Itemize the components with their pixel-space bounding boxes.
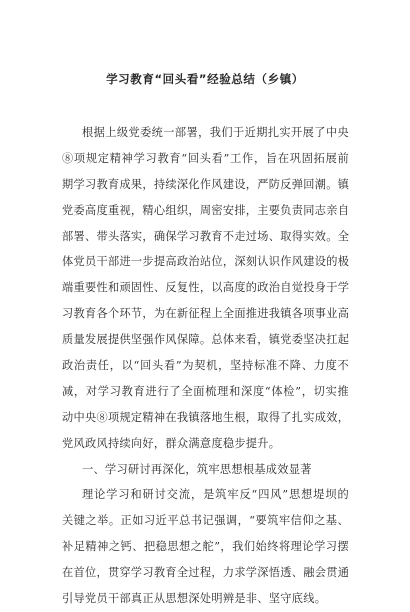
paragraph-line: 党风政风持续向好，群众满意度稳步提升。 <box>62 436 281 450</box>
paragraph-line: 减，对学习教育进行了全面梳理和深度“体检”，切实推 <box>62 384 349 398</box>
paragraph-line: 习教育各个环节，为在新征程上全面推进我镇各项事业高 <box>62 307 349 321</box>
paragraph-line: ⑧项规定精神学习教育“回头看”工作，旨在巩固拓展前 <box>62 151 349 165</box>
paragraph-line: 政治责任，以“回头看”为契机，坚持标准不降、力度不 <box>62 359 349 373</box>
paragraph-line: 部署、带头落实，确保学习教育不走过场、取得实效。全 <box>62 229 349 243</box>
paragraph-line: 补足精神之钙、把稳思想之舵”，我们始终将理论学习摆 <box>62 540 349 554</box>
paragraph-line: 在首位，贯穿学习教育全过程，力求学深悟透、融会贯通 <box>62 566 349 580</box>
paragraph-line: 党委高度重视，精心组织，周密安排，主要负责同志亲自 <box>62 203 349 217</box>
document-title: 学习教育“回头看”经验总结（乡镇） <box>106 72 304 86</box>
paragraph-line: 动中央⑧项规定精神在我镇落地生根，取得了扎实成效， <box>62 410 349 424</box>
paragraph-line: 理论学习和研讨交流，是筑牢反“四风”思想堤坝的 <box>82 488 349 502</box>
paragraph-line: 根据上级党委统一部署，我们于近期扎实开展了中央 <box>82 126 349 139</box>
paragraph-line: 端重要性和顽固性、反复性，以高度的政治自觉投身于学 <box>62 281 349 295</box>
section-heading: 一、学习研讨再深化，筑牢思想根基成效显著 <box>82 462 312 476</box>
paragraph-line: 关键之举。正如习近平总书记强调，“要筑牢信仰之基、 <box>62 514 349 528</box>
paragraph-line: 期学习教育成果，持续深化作风建设，严防反弹回潮。镇 <box>62 177 349 191</box>
paragraph-line: 质量发展提供坚强作风保障。总体来看，镇党委坚决扛起 <box>62 333 349 347</box>
document-body <box>62 120 349 612</box>
paragraph-line: 引导党员干部真正从思想深处明辨是非、坚守底线。 <box>62 592 327 606</box>
paragraph-line: 体党员干部进一步提高政治站位，深刻认识作风建设的极 <box>62 255 349 269</box>
